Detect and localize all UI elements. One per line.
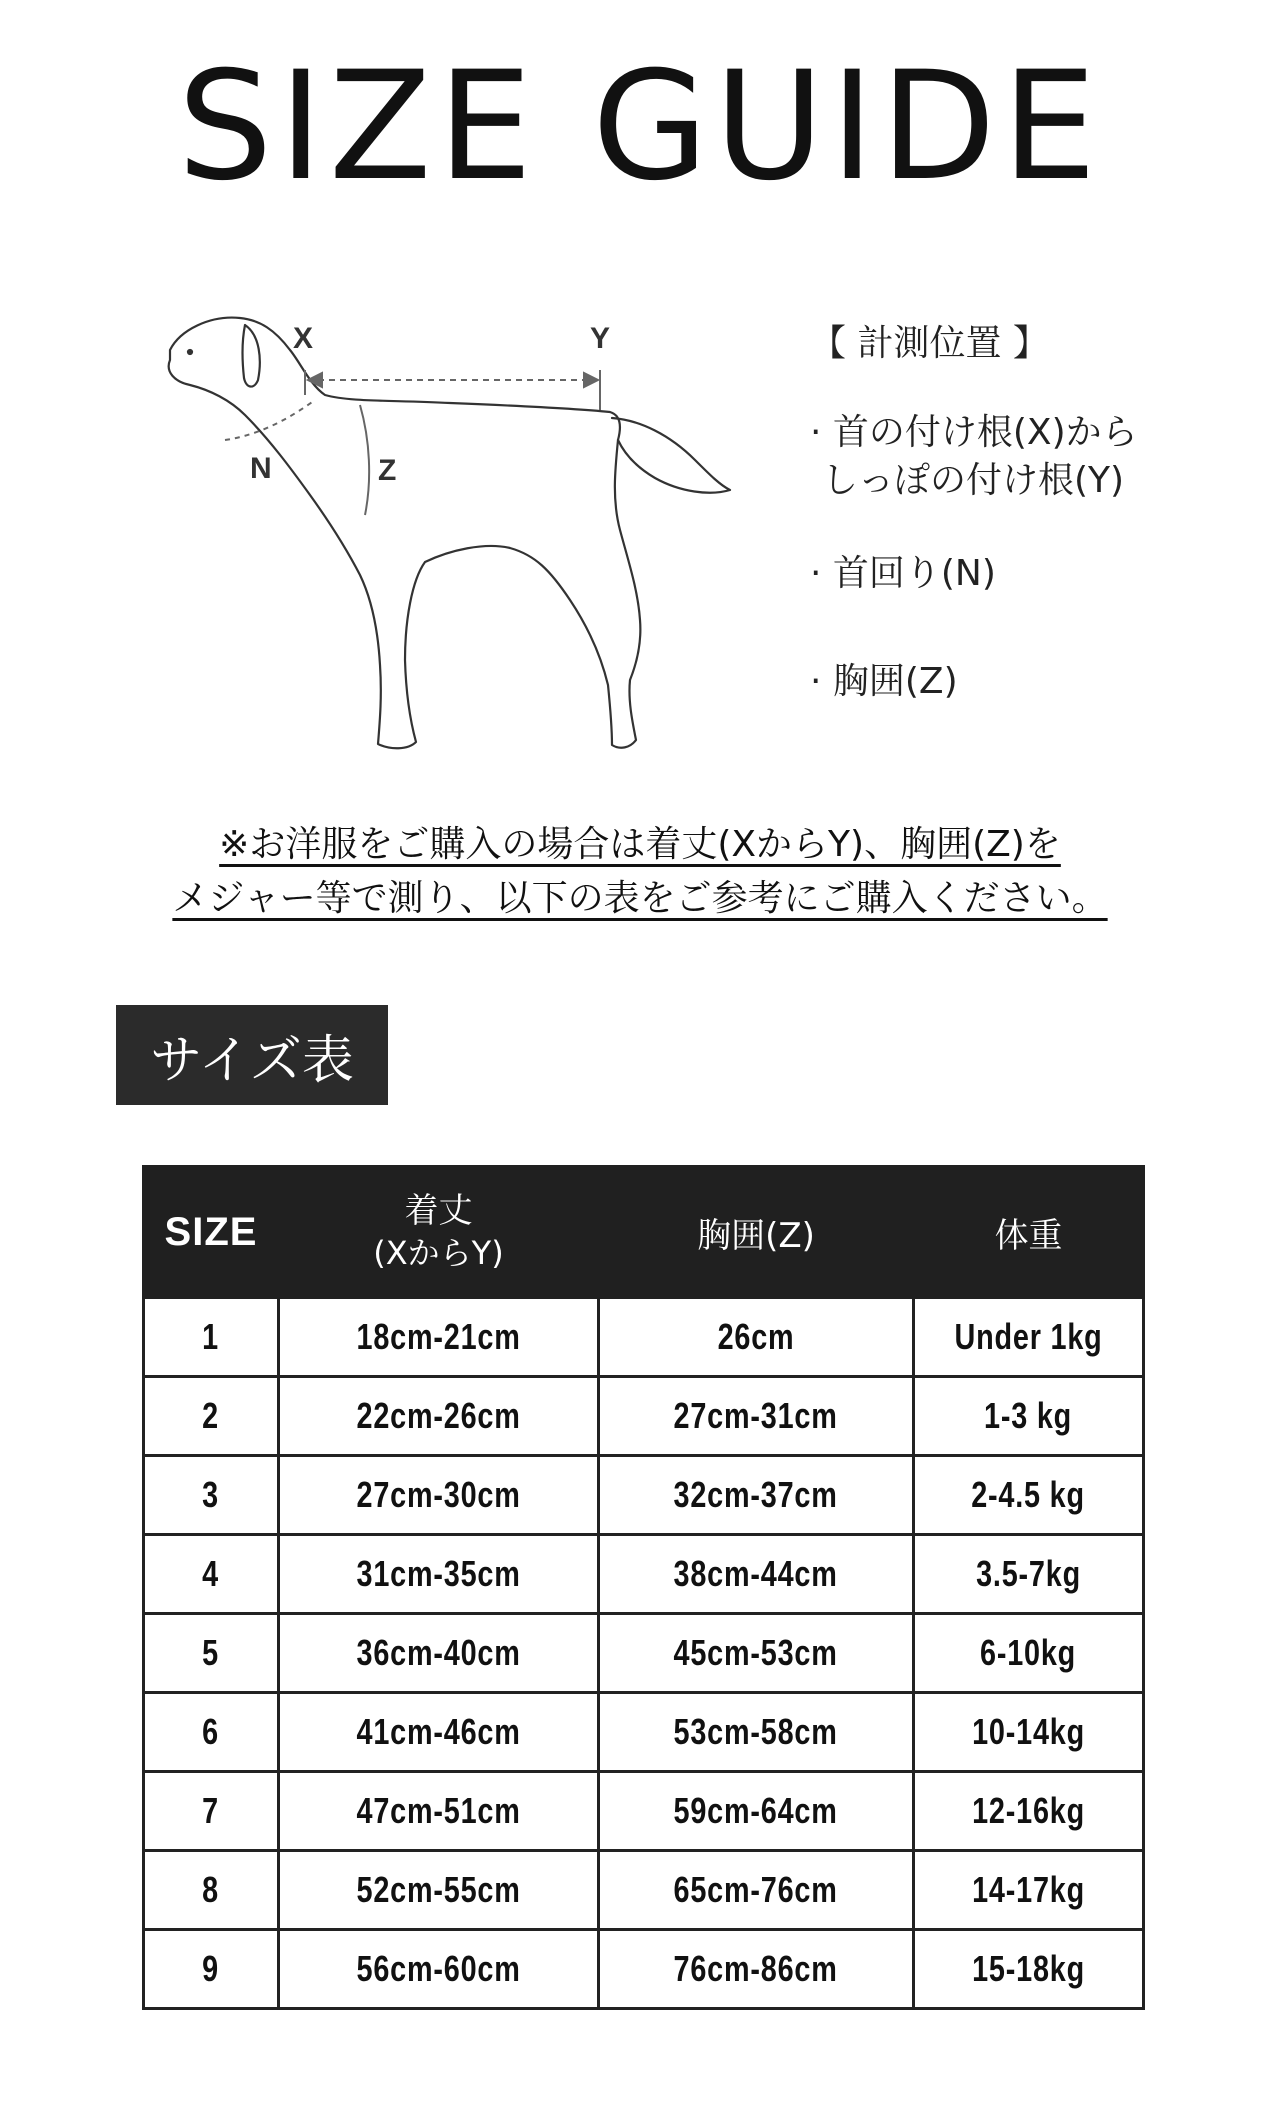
cell-size: 9 xyxy=(144,1930,279,2009)
cell-length: 41cm-46cm xyxy=(279,1693,599,1772)
table-row xyxy=(144,1377,1144,1456)
cell-weight: Under 1kg xyxy=(914,1298,1144,1377)
purchase-notice xyxy=(0,818,1280,926)
legend-heading: 【 計測位置 】 xyxy=(810,323,1049,364)
cell-size: 3 xyxy=(144,1456,279,1535)
size-table xyxy=(142,1165,1145,2010)
table-header-row xyxy=(144,1167,1144,1298)
notice-line-1: ※お洋服をご購入の場合は着丈(XからY)、胸囲(Z)を xyxy=(219,824,1061,865)
legend-item-length-line2: しっぽの付け根(Y) xyxy=(822,460,1125,502)
table-row xyxy=(144,1772,1144,1851)
cell-chest: 76cm-86cm xyxy=(599,1930,914,2009)
legend-item-length-line1: · 首の付け根(X)から xyxy=(810,411,1138,453)
legend-item-neck: · 首回り(N) xyxy=(810,552,996,594)
header-length-line1: 着丈 xyxy=(404,1191,473,1232)
cell-length: 18cm-21cm xyxy=(279,1298,599,1377)
label-z: Z xyxy=(378,454,397,487)
cell-size: 1 xyxy=(144,1298,279,1377)
legend-item-chest: · 胸囲(Z) xyxy=(810,661,958,703)
cell-size: 6 xyxy=(144,1693,279,1772)
measurement-legend xyxy=(810,320,1230,707)
cell-weight: 1-3 kg xyxy=(914,1377,1144,1456)
cell-size: 4 xyxy=(144,1535,279,1614)
label-n: N xyxy=(250,452,272,485)
cell-size: 5 xyxy=(144,1614,279,1693)
header-chest: 胸囲(Z) xyxy=(599,1167,914,1298)
page-title: SIZE GUIDE xyxy=(177,40,1103,214)
cell-size: 2 xyxy=(144,1377,279,1456)
dog-measurement-diagram xyxy=(150,300,790,770)
cell-weight: 6-10kg xyxy=(914,1614,1144,1693)
cell-length: 31cm-35cm xyxy=(279,1535,599,1614)
cell-chest: 26cm xyxy=(599,1298,914,1377)
cell-chest: 45cm-53cm xyxy=(599,1614,914,1693)
cell-length: 36cm-40cm xyxy=(279,1614,599,1693)
cell-length: 27cm-30cm xyxy=(279,1456,599,1535)
cell-chest: 65cm-76cm xyxy=(599,1851,914,1930)
notice-line-2: メジャー等で測り、以下の表をご参考にご購入ください。 xyxy=(172,878,1108,919)
cell-chest: 38cm-44cm xyxy=(599,1535,914,1614)
header-size: SIZE xyxy=(144,1167,279,1298)
label-x: X xyxy=(293,322,314,355)
label-y: Y xyxy=(590,322,611,355)
cell-weight: 2-4.5 kg xyxy=(914,1456,1144,1535)
table-row xyxy=(144,1456,1144,1535)
cell-chest: 32cm-37cm xyxy=(599,1456,914,1535)
cell-chest: 59cm-64cm xyxy=(599,1772,914,1851)
cell-size: 7 xyxy=(144,1772,279,1851)
cell-length: 47cm-51cm xyxy=(279,1772,599,1851)
cell-chest: 27cm-31cm xyxy=(599,1377,914,1456)
table-row xyxy=(144,1298,1144,1377)
size-table-tag: サイズ表 xyxy=(116,1005,388,1105)
cell-weight: 15-18kg xyxy=(914,1930,1144,2009)
cell-chest: 53cm-58cm xyxy=(599,1693,914,1772)
header-weight: 体重 xyxy=(914,1167,1144,1298)
table-row xyxy=(144,1693,1144,1772)
cell-length: 56cm-60cm xyxy=(279,1930,599,2009)
table-row xyxy=(144,1614,1144,1693)
cell-weight: 14-17kg xyxy=(914,1851,1144,1930)
cell-weight: 3.5-7kg xyxy=(914,1535,1144,1614)
header-length xyxy=(279,1167,599,1298)
table-row xyxy=(144,1535,1144,1614)
cell-weight: 10-14kg xyxy=(914,1693,1144,1772)
cell-size: 8 xyxy=(144,1851,279,1930)
cell-length: 22cm-26cm xyxy=(279,1377,599,1456)
cell-length: 52cm-55cm xyxy=(279,1851,599,1930)
header-length-line2: (XからY) xyxy=(373,1234,504,1273)
table-row xyxy=(144,1930,1144,2009)
table-row xyxy=(144,1851,1144,1930)
cell-weight: 12-16kg xyxy=(914,1772,1144,1851)
